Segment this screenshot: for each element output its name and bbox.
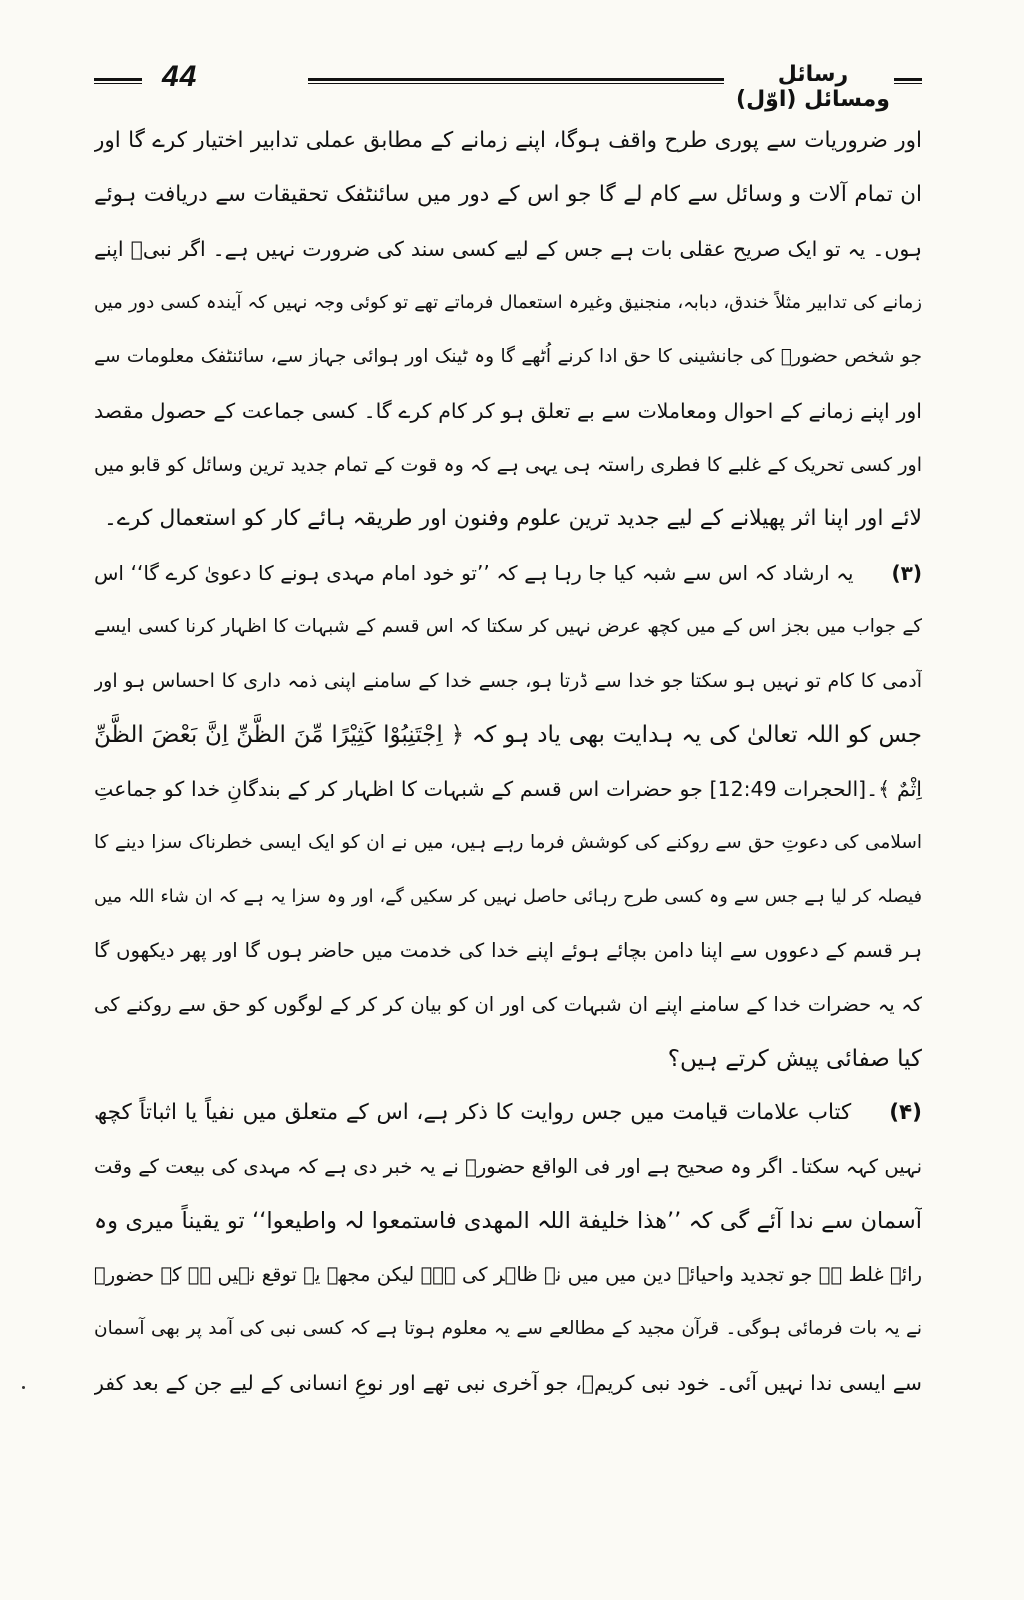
text-line: اور کسی تحریک کے غلبے کا فطری راستہ ہی یہی ہے کہ وہ قوت کے تمام جدید ترین وسائل کو قابو میں xyxy=(94,454,922,476)
margin-dot xyxy=(22,1386,25,1389)
text-line: آدمی کا کام تو نہیں ہو سکتا جو خدا سے ڈرتا ہو، جسے خدا کے سامنے اپنی ذمہ داری کا احساس ہو اور xyxy=(94,670,922,692)
text-line: اسلامی کی دعوتِ حق سے روکنے کی کوشش فرما رہے ہیں، میں نے ان کو ایک ایسی خطرناک سزا دینے کا xyxy=(94,832,922,853)
paragraph-3-first-line xyxy=(94,546,922,600)
text-line: رائے غلط ہے جو تجدید واحیائے دین میں میں نے ظاہر کی ہے۔ لیکن مجھے یہ توقع نہیں ہے کہ حضورؐ xyxy=(94,1263,922,1286)
header-rule xyxy=(308,78,724,84)
text-line: فیصلہ کر لیا ہے جس سے وہ کسی طرح رہائی حاصل نہیں کر سکیں گے، اور وہ سزا یہ ہے کہ ان شاء اللہ میں xyxy=(94,887,922,907)
text-line: نے یہ بات فرمائی ہوگی۔ قرآن مجید کے مطالعے سے یہ معلوم ہوتا ہے کہ کسی نبی کی آمد پر بھی آسمان xyxy=(94,1318,922,1339)
text-line: کتاب علامات قیامت میں جس روایت کا ذکر ہے، اس کے متعلق میں نفیاً یا اثباتاً کچھ xyxy=(94,1100,852,1125)
text-line: نہیں کہہ سکتا۔ اگر وہ صحیح ہے اور فی الواقع حضورؐ نے یہ خبر دی ہے کہ مہدی کی بیعت کے وقت xyxy=(94,1155,922,1178)
paragraph-number: (۳) xyxy=(891,561,922,585)
page-number: 44 xyxy=(162,60,198,93)
text-line: لائے اور اپنا اثر پھیلانے کے لیے جدید ترین علوم وفنون اور طریقہ ہائے کار کو استعمال کرے۔ xyxy=(103,506,922,531)
text-line: جو شخص حضورؐ کی جانشینی کا حق ادا کرنے اُٹھے گا وہ ٹینک اور ہوائی جہاز سے، سائنٹفک معلومات سے xyxy=(94,346,922,367)
header-rule xyxy=(94,78,142,84)
page-header xyxy=(94,56,922,112)
header-rule xyxy=(894,78,922,84)
text-line: کہ یہ حضرات خدا کے سامنے اپنے ان شبہات کی اور ان کو بیان کر کر کے لوگوں کو حق سے روکنے کی xyxy=(94,993,922,1016)
text-line: اِثْمٌ ﴾۔[الحجرات 12:49] جو حضرات اس قسم کے شبہات کا اظہار کر کے بندگانِ خدا کو جماعتِ xyxy=(94,777,922,801)
text-line: جس کو اللہ تعالیٰ کی یہ ہدایت بھی یاد ہو کہ ﴿ اِجْتَنِبُوْا كَثِيْرًا مِّنَ الظَّنِّ اِنَّ بَعْضَ الظَّنِّ xyxy=(94,722,922,748)
text-line: اور ضروریات سے پوری طرح واقف ہوگا، اپنے زمانے کے مطابق عملی تدابیر اختیار کرے گا اور xyxy=(94,128,922,153)
text-line: کیا صفائی پیش کرتے ہیں؟ xyxy=(667,1046,922,1072)
text-line: کے جواب میں بجز اس کے میں کچھ عرض نہیں کر سکتا کہ اس قسم کے شبہات کا اظہار کرنا کسی ایسے xyxy=(94,616,922,637)
text-line: اور اپنے زمانے کے احوال ومعاملات سے بے تعلق ہو کر کام کرے گا۔ کسی جماعت کے حصول مقصد xyxy=(94,399,922,423)
text-line: آسمان سے ندا آئے گی کہ ’’ھذا خلیفة اللہ المھدی فاستمعوا لہ واطیعوا‘‘ تو یقیناً میری وہ xyxy=(94,1208,922,1234)
text-line: سے ایسی ندا نہیں آئی۔ خود نبی کریمؐ، جو آخری نبی تھے اور نوعِ انسانی کے لیے جن کے بعد کفر xyxy=(94,1371,922,1395)
text-line: یہ ارشاد کہ اس سے شبہ کیا جا رہا ہے کہ ’’تو خود امام مہدی ہونے کا دعویٰ کرے گا‘‘ اس xyxy=(94,561,854,585)
paragraph-4-first-line xyxy=(94,1086,922,1140)
text-line: زمانے کی تدابیر مثلاً خندق، دبابہ، منجنیق وغیرہ استعمال فرماتے تھے تو کوئی وجہ نہیں کہ آیندہ کسی دور میں xyxy=(94,292,922,313)
text-line: ہر قسم کے دعووں سے اپنا دامن بچائے ہوئے اپنے خدا کی خدمت میں حاضر ہوں گا اور پھر دیکھوں گا xyxy=(94,939,922,962)
text-line: ان تمام آلات و وسائل سے کام لے گا جو اس کے دور میں سائنٹفک تحقیقات سے دریافت ہوئے xyxy=(94,182,922,207)
paragraph-number: (۴) xyxy=(889,1100,922,1125)
text-line: ہوں۔ یہ تو ایک صریح عقلی بات ہے جس کے لیے کسی سند کی ضرورت نہیں ہے۔ اگر نبیؐ اپنے xyxy=(94,237,922,261)
running-title: رسائل ومسائل (اوّل) xyxy=(736,62,890,112)
body-text xyxy=(94,114,922,1410)
